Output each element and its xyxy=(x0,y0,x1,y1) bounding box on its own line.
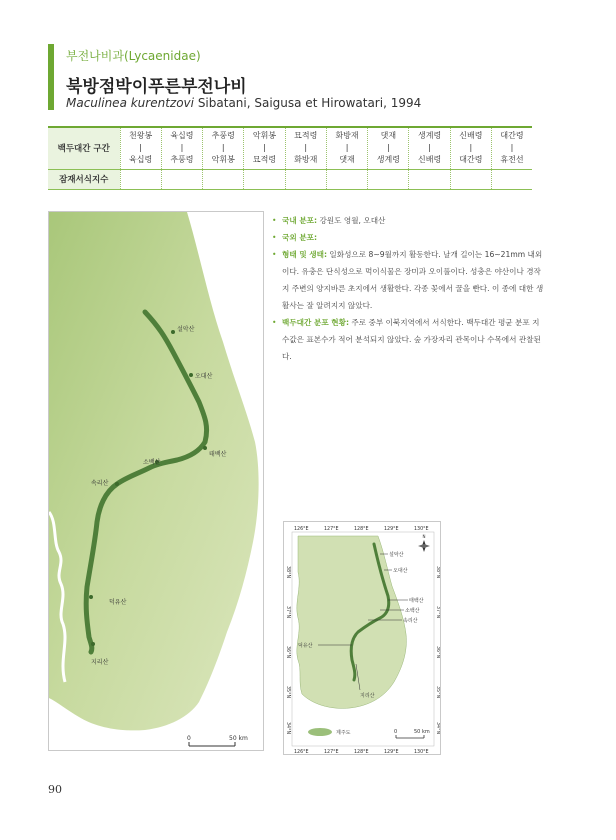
svg-text:N: N xyxy=(422,534,426,539)
inset-label-jeju: 제주도 xyxy=(336,730,351,736)
species-description xyxy=(272,212,544,365)
marker-taebaek xyxy=(203,446,207,450)
lon-tick: 130°E xyxy=(414,750,429,755)
inset-label-songni: 속리산 xyxy=(403,618,418,624)
inset-label-seorak: 설악산 xyxy=(389,552,404,558)
potential-count-cell xyxy=(450,169,491,189)
potential-count-cell xyxy=(368,169,409,189)
potential-count-cell xyxy=(161,169,202,189)
lon-tick: 130°E xyxy=(414,527,429,532)
lat-tick: 37°N xyxy=(285,606,290,619)
segment-row-label: 백두대간 구간 xyxy=(48,127,120,169)
potential-count-cell xyxy=(120,169,161,189)
lon-tick: 128°E xyxy=(354,527,369,532)
species-title: 북방점박이푸른부전나비 xyxy=(66,77,247,97)
label-taebaek: 태백산 xyxy=(209,451,227,458)
baekdudaegan-map xyxy=(48,211,264,751)
lat-tick: 35°N xyxy=(285,686,290,699)
lon-tick: 129°E xyxy=(384,750,399,755)
marker-songni xyxy=(115,482,119,486)
label-jiri: 지리산 xyxy=(91,659,109,666)
foreign-distribution: • 국외 분포: xyxy=(272,233,318,242)
marker-odae xyxy=(189,373,193,377)
marker-jiri xyxy=(91,642,95,646)
lat-tick: 38°N xyxy=(285,566,290,579)
segment-cell: 악휘봉 | 묘적령 xyxy=(244,127,285,169)
lon-tick: 127°E xyxy=(324,750,339,755)
family-name: 부전나비과(Lycaenidae) xyxy=(66,49,201,63)
baekdudaegan-status: • 백두대간 분포 현황: 주로 중부 이북지역에서 서식한다. 백두대간 평균 분포 지수값은 표본수가 적어 분석되지 않았다. 숲 가장자리 관목이나 수목에서 관찰된다. xyxy=(272,318,541,361)
segment-cell: 대간령 | 휴전선 xyxy=(492,127,532,169)
relief-map xyxy=(49,212,264,751)
potential-count-cell xyxy=(492,169,532,189)
domestic-distribution: • 국내 분포: 강원도 영월, 오대산 xyxy=(272,216,386,225)
baekdudaegan-table xyxy=(48,126,532,190)
segment-cell: 묘적령 | 화방재 xyxy=(285,127,326,169)
lon-tick: 129°E xyxy=(384,527,399,532)
segment-cell: 생계령 | 신배령 xyxy=(409,127,450,169)
morphology-ecology: • 형태 및 생태: 일화성으로 8~9월까지 활동한다. 날개 길이는 16~21mm 내외이다. 유충은 단식성으로 먹이식물은 장미과 오이풀이다. 성충은 야산이나 경작지 주변의 양지바른 초지에서 생활한다. 각종 꽃에서 꿀을 빤다. 이 종에 대한 생활사는 잘 알려지지 않았다. xyxy=(272,250,544,310)
label-odae: 오대산 xyxy=(195,373,213,380)
inset-label-odae: 오대산 xyxy=(393,568,408,574)
inset-relief xyxy=(284,522,441,755)
label-sobaek: 소백산 xyxy=(143,459,161,466)
marker-deogyu xyxy=(89,595,93,599)
label-deogyu: 덕유산 xyxy=(109,599,127,606)
inset-jeju xyxy=(308,728,332,736)
label-songni: 속리산 xyxy=(91,480,109,487)
korea-inset-map xyxy=(283,521,441,755)
lat-tick: 38°N xyxy=(435,566,440,579)
lat-tick: 36°N xyxy=(285,646,290,659)
scientific-name xyxy=(66,96,421,110)
potential-habitat-label: 잠재서식지수 xyxy=(48,169,120,189)
segment-cell: 천왕봉 | 육십령 xyxy=(120,127,161,169)
inset-label-jiri: 지리산 xyxy=(360,693,375,699)
potential-count-cell xyxy=(244,169,285,189)
lat-tick: 34°N xyxy=(435,722,440,735)
lat-tick: 37°N xyxy=(435,606,440,619)
lat-tick: 34°N xyxy=(285,722,290,735)
inset-label-deogyu: 덕유산 xyxy=(298,643,313,649)
scientific-binomial: Maculinea kurentzovi xyxy=(66,96,194,110)
potential-count-cell xyxy=(285,169,326,189)
segment-cell: 추풍령 | 악휘봉 xyxy=(203,127,244,169)
potential-count-cell xyxy=(326,169,367,189)
lon-tick: 126°E xyxy=(294,750,309,755)
page-number: 90 xyxy=(48,783,62,796)
segment-cell: 화방재 | 댓재 xyxy=(326,127,367,169)
lon-tick: 128°E xyxy=(354,750,369,755)
scale-end: 50 km xyxy=(229,735,248,742)
segment-cell: 육십령 | 추풍령 xyxy=(161,127,202,169)
lon-tick: 126°E xyxy=(294,527,309,532)
lat-tick: 35°N xyxy=(435,686,440,699)
inset-label-sobaek: 소백산 xyxy=(405,608,420,614)
segment-cell: 댓재 | 생계령 xyxy=(368,127,409,169)
inset-scale-zero: 0 xyxy=(394,729,398,735)
marker-seorak xyxy=(171,330,175,334)
title-accent-bar xyxy=(48,44,54,110)
scale-zero: 0 xyxy=(187,735,191,742)
segment-cell: 신배령 | 대간령 xyxy=(450,127,491,169)
label-seorak: 설악산 xyxy=(177,326,195,333)
potential-count-cell xyxy=(409,169,450,189)
potential-count-cell xyxy=(203,169,244,189)
scientific-author: Sibatani, Saigusa et Hirowatari, 1994 xyxy=(194,96,422,110)
lat-tick: 36°N xyxy=(435,646,440,659)
inset-scale-end: 50 km xyxy=(414,729,430,735)
lon-tick: 127°E xyxy=(324,527,339,532)
inset-label-taebaek: 태백산 xyxy=(409,598,424,604)
